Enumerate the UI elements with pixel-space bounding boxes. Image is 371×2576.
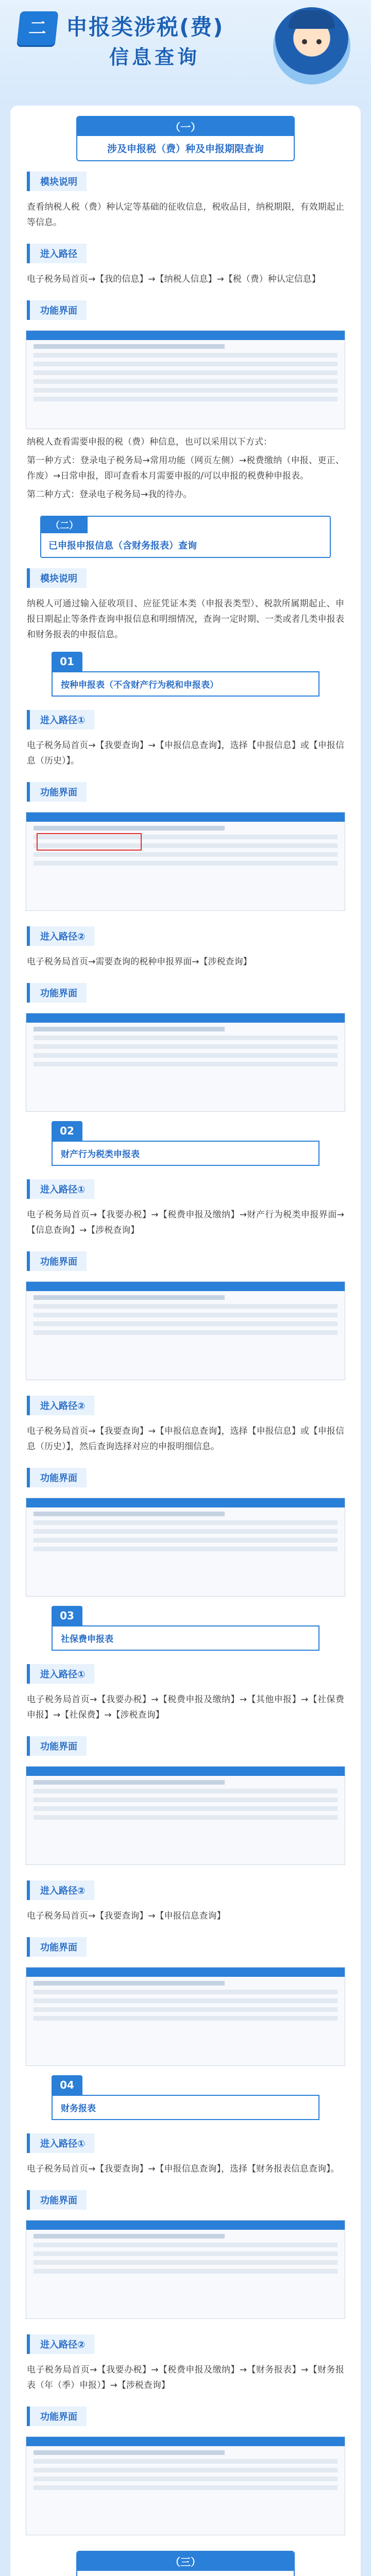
paragraph: 电子税务局首页→【我要办税】→【税费申报及缴纳】→【其他申报】→【社保费申报】→【社保费】→【涉税查询】 <box>27 1694 344 1720</box>
sub-number: 02 <box>52 1121 82 1141</box>
label-entry2: 进入路径② <box>27 1396 94 1415</box>
label-ui: 功能界面 <box>27 1251 87 1271</box>
section-title: 涉及申报税（费）种及申报期限查询 <box>107 143 264 155</box>
sub-title: 财务报表 <box>52 2095 319 2120</box>
paragraph: 纳税人可通过输入征收项目、应征凭证本类（申报表类型）、税款所属期起止、申报日期起止等条件查询申报信息和明细情况，查询一定时期、一类或者几类申报表和财务报表的申报信息。 <box>27 599 344 640</box>
sub-title: 按种申报表（不含财产行为税和申报表） <box>52 671 319 697</box>
section-header-2 <box>40 516 331 558</box>
label-ui: 功能界面 <box>27 2190 87 2210</box>
section-title <box>77 2571 294 2576</box>
label-entry: 进入路径 <box>27 244 87 263</box>
sub-banner-03 <box>52 1606 319 1651</box>
label-module: 模块说明 <box>27 172 87 191</box>
sub-number: 03 <box>52 1606 82 1625</box>
label-entry2: 进入路径② <box>27 2334 94 2354</box>
label-entry2: 进入路径② <box>27 1880 94 1900</box>
paragraph: 电子税务局首页→【我要查询】→【申报信息查询】 <box>27 1911 226 1921</box>
label-module: 模块说明 <box>27 568 87 588</box>
mascot-illustration <box>273 7 350 84</box>
screenshot-image <box>26 1967 345 2066</box>
label-ui: 功能界面 <box>27 1937 87 1957</box>
highlight-box <box>37 833 142 851</box>
label-entry1: 进入路径① <box>27 2133 94 2153</box>
screenshot-image <box>26 1766 345 1865</box>
header-title-line1: 申报类涉税(费) <box>66 14 224 40</box>
label-entry1: 进入路径① <box>27 1179 94 1199</box>
label-ui: 功能界面 <box>27 2406 87 2426</box>
label-entry2: 进入路径② <box>27 926 94 946</box>
sub-banner-01 <box>52 652 319 697</box>
sub-number: 04 <box>52 2075 82 2095</box>
label-ui: 功能界面 <box>27 300 87 320</box>
paragraph: 电子税务局首页→【我的信息】→【纳税人信息】→【税（费）种认定信息】 <box>27 274 321 284</box>
sub-title: 社保费申报表 <box>52 1625 319 1651</box>
section-header-1 <box>76 116 295 161</box>
paragraph: 查看纳税人税（费）种认定等基础的征收信息，税收品目，纳税期限，有效期起止等信息。 <box>27 202 344 228</box>
paragraph: 电子税务局首页→【我要查询】→【申报信息查询】，选择【申报信息】或【申报信息（历史）】，然后查询选择对应的申报明细信息。 <box>27 1426 344 1452</box>
screenshot-image <box>26 1281 345 1380</box>
label-entry1: 进入路径① <box>27 1664 94 1684</box>
sub-number: 01 <box>52 652 82 671</box>
section-number-badge: 二 <box>17 11 59 45</box>
screenshot-image <box>26 1013 345 1112</box>
sub-banner-04 <box>52 2075 319 2120</box>
content-card <box>10 106 361 2576</box>
screenshot-image <box>26 1498 345 1597</box>
paragraph: 电子税务局首页→【我要查询】→【申报信息查询】，选择【申报信息】或【申报信息（历史）】。 <box>27 740 344 766</box>
sub-title: 财产行为税类申报表 <box>52 1141 319 1166</box>
section-number: （一） <box>77 117 294 136</box>
section-number: （三） <box>77 2552 294 2571</box>
screenshot-image <box>26 330 345 429</box>
paragraph: 电子税务局首页→【我要查询】→【申报信息查询】，选择【财务报表信息查询】。 <box>27 2164 340 2174</box>
paragraph: 电子税务局首页→需要查询的税种申报界面→【涉税查询】 <box>27 957 252 967</box>
mascot-hat <box>289 10 335 29</box>
label-ui: 功能界面 <box>27 782 87 802</box>
paragraph: 第一种方式：登录电子税务局→常用功能（网页左侧）→税费缴纳（申报、更正、作废）→日常申报，即可查看本月需要申报的/可以申报的税费种申报表。 <box>27 455 344 481</box>
paragraph: 纳税人查看需要申报的税（费）种信息，也可以采用以下方式： <box>27 437 272 447</box>
label-ui: 功能界面 <box>27 983 87 1003</box>
header-title-line2: 信息查询 <box>109 46 200 69</box>
paragraph: 电子税务局首页→【我要办税】→【税费申报及缴纳】→财产行为税类申报界面→【信息查询】→【涉税查询】 <box>27 1210 344 1235</box>
section-number: （二） <box>41 517 88 533</box>
label-ui: 功能界面 <box>27 1468 87 1487</box>
section-title: 已申报申报信息（含财务报表）查询 <box>48 540 197 551</box>
paragraph: 第二种方式：登录电子税务局→我的待办。 <box>27 489 192 500</box>
screenshot-image <box>26 2220 345 2319</box>
sub-banner-02 <box>52 1121 319 1166</box>
paragraph: 电子税务局首页→【我要办税】→【税费申报及缴纳】→【财务报表】→【财务报表（年（季）申报）】→【涉税查询】 <box>27 2365 344 2391</box>
label-entry1: 进入路径① <box>27 710 94 730</box>
mascot-eye-left <box>302 39 307 44</box>
screenshot-image <box>26 2436 345 2535</box>
label-ui: 功能界面 <box>27 1736 87 1756</box>
mascot-eye-right <box>316 39 322 44</box>
section-header-3 <box>76 2551 295 2576</box>
header-banner <box>0 0 371 103</box>
screenshot-image <box>26 812 345 911</box>
